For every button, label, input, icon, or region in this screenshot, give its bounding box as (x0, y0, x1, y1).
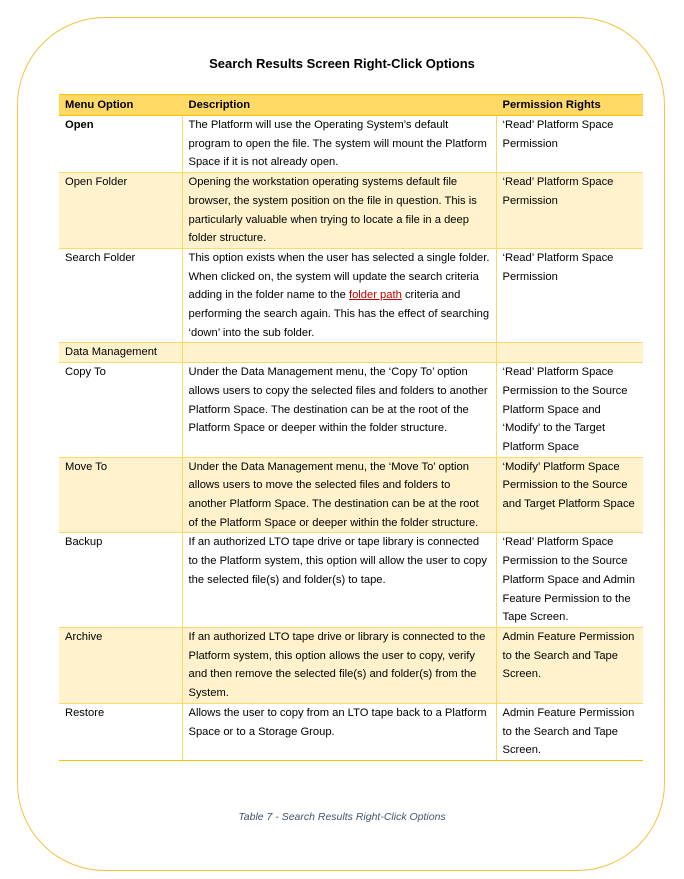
description-text: This option exists when the user has selected a single folder. When clicked on, the system will update the search criteria adding in the folder name to the (188, 251, 490, 302)
permission-cell (496, 343, 643, 363)
table-row-backup (59, 533, 643, 628)
permission-cell: ‘Modify’ Platform Space Permission to the Source and Target Platform Space (496, 457, 643, 533)
description-cell: Allows the user to copy from an LTO tape back to a Platform Space or to a Storage Group. (182, 703, 496, 760)
permission-cell: Admin Feature Permission to the Search and Tape Screen. (496, 703, 643, 760)
description-cell (182, 248, 496, 343)
permission-cell: Admin Feature Permission to the Search and Tape Screen. (496, 627, 643, 703)
table-row-search-folder (59, 248, 643, 343)
table-row-open-folder (59, 173, 643, 249)
option-cell: Data Management (59, 343, 182, 363)
option-cell: Open (59, 116, 182, 173)
header-description: Description (182, 95, 496, 116)
description-cell: Opening the workstation operating systems default file browser, the system position on the file in question. This is particularly valuable when trying to locate a file in a deep folder structure. (182, 173, 496, 249)
option-cell: Archive (59, 627, 182, 703)
header-menu-option: Menu Option (59, 95, 182, 116)
option-cell: Backup (59, 533, 182, 628)
permission-cell: ‘Read’ Platform Space Permission (496, 173, 643, 249)
description-cell: If an authorized LTO tape drive or tape library is connected to the Platform system, this option will allow the user to copy the selected file(s) and folder(s) to tape. (182, 533, 496, 628)
table-row-move-to (59, 457, 643, 533)
table-row-archive (59, 627, 643, 703)
description-cell: Under the Data Management menu, the ‘Copy To’ option allows users to copy the selected files and folders to another Platform Space. The destination can be at the root of the Platform Space or deeper within the folder structure. (182, 363, 496, 458)
option-cell: Open Folder (59, 173, 182, 249)
description-cell (182, 343, 496, 363)
options-table (59, 94, 643, 761)
permission-cell: ‘Read’ Platform Space Permission (496, 248, 643, 343)
option-cell: Search Folder (59, 248, 182, 343)
page-title: Search Results Screen Right-Click Options (209, 56, 475, 71)
table-row-data-management (59, 343, 643, 363)
table-header-row (59, 95, 643, 116)
option-cell: Move To (59, 457, 182, 533)
table-row-copy-to (59, 363, 643, 458)
description-text: criteria and performing the search again. This has the effect of searching ‘down’ into the sub folder. (188, 289, 490, 339)
description-cell: If an authorized LTO tape drive or library is connected to the Platform system, this option allows the user to copy, verify and then remove the selected file(s) and folder(s) from the System. (182, 627, 496, 703)
table-row-restore (59, 703, 643, 760)
permission-cell: ‘Read’ Platform Space Permission to the Source Platform Space and ‘Modify’ to the Target Platform Space (496, 363, 643, 458)
permission-cell: ‘Read’ Platform Space Permission (496, 116, 643, 173)
folder-path-link[interactable]: folder path (348, 289, 402, 302)
option-cell: Restore (59, 703, 182, 760)
description-cell: The Platform will use the Operating System’s default program to open the file. The system will mount the Platform Space if it is not already open. (182, 116, 496, 173)
description-cell: Under the Data Management menu, the ‘Move To’ option allows users to move the selected files and folders to another Platform Space. The destination can be at the root of the Platform Space or deeper within the folder structure. (182, 457, 496, 533)
table-caption: Table 7 - Search Results Right-Click Options (238, 811, 446, 823)
table-row-open (59, 116, 643, 173)
permission-cell: ‘Read’ Platform Space Permission to the Source Platform Space and Admin Feature Permission to the Tape Screen. (496, 533, 643, 628)
header-permission-rights: Permission Rights (496, 95, 643, 116)
option-cell: Copy To (59, 363, 182, 458)
